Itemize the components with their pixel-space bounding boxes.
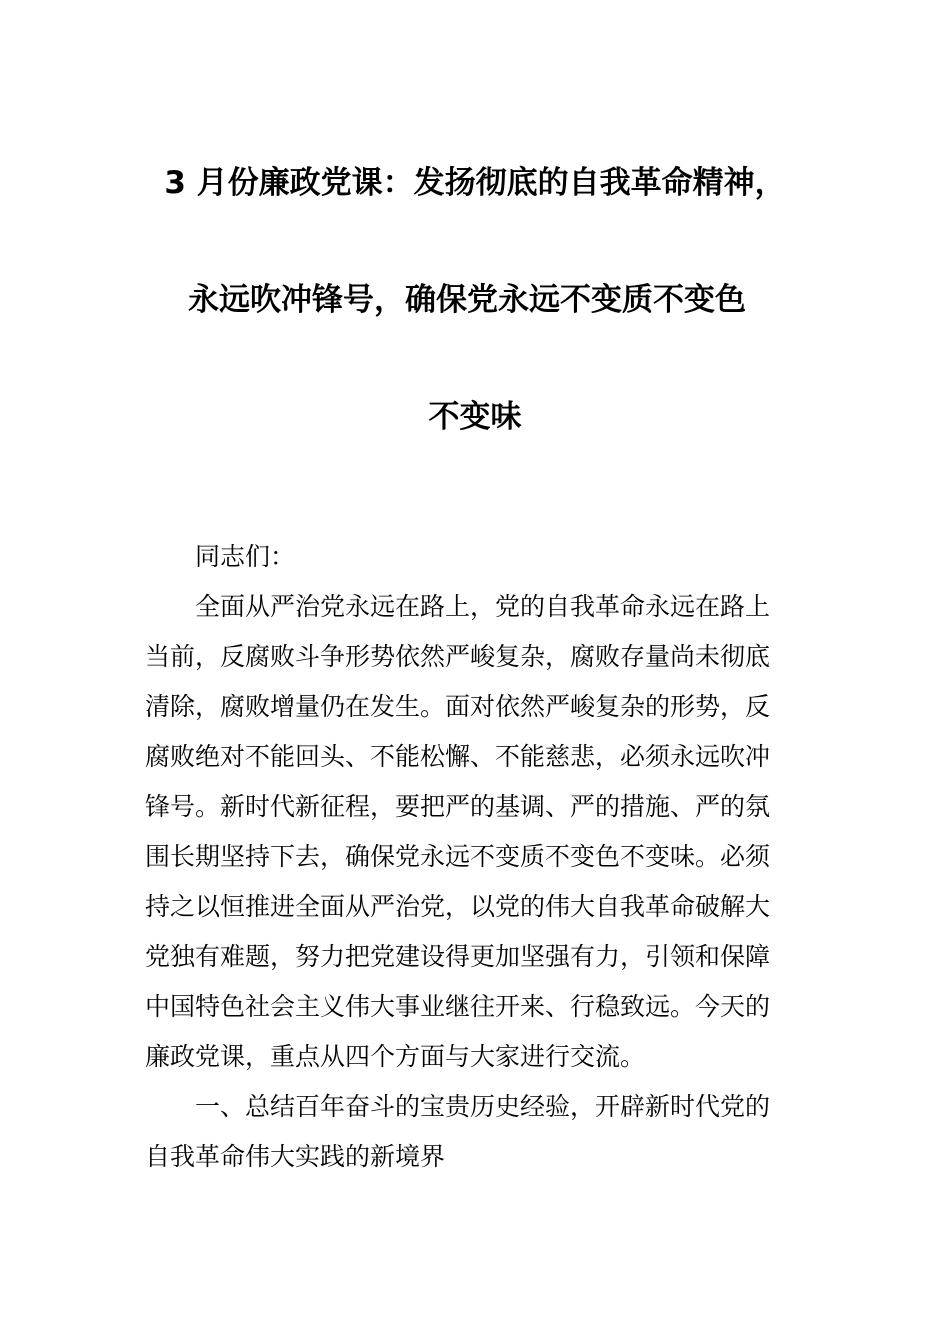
salutation: 同志们：	[195, 542, 296, 571]
paragraph-1-line: 当前，反腐败斗争形势依然严峻复杂，腐败存量尚未彻底	[145, 642, 771, 671]
paragraph-1-line: 中国特色社会主义伟大事业继往开来、行稳致远。今天的	[145, 992, 771, 1021]
paragraph-1-line: 锋号。新时代新征程，要把严的基调、严的措施、严的氛	[145, 792, 771, 821]
section-heading-line: 一、总结百年奋斗的宝贵历史经验，开辟新时代党的	[195, 1092, 771, 1121]
paragraph-1-line: 腐败绝对不能回头、不能松懈、不能慈悲，必须永远吹冲	[145, 742, 771, 771]
title-line-2: 永远吹冲锋号，确保党永远不变质不变色	[188, 282, 746, 318]
paragraph-1-line: 清除，腐败增量仍在发生。面对依然严峻复杂的形势，反	[145, 692, 771, 721]
title-line-1: 3 月份廉政党课：发扬彻底的自我革命精神，	[164, 165, 786, 201]
paragraph-1-line: 党独有难题，努力把党建设得更加坚强有力，引领和保障	[145, 942, 771, 971]
paragraph-1-line: 围长期坚持下去，确保党永远不变质不变色不变味。必须	[145, 842, 771, 871]
paragraph-1-line: 全面从严治党永远在路上，党的自我革命永远在路上	[195, 592, 771, 621]
section-heading-line: 自我革命伟大实践的新境界	[145, 1142, 446, 1171]
paragraph-1-line: 持之以恒推进全面从严治党，以党的伟大自我革命破解大	[145, 892, 771, 921]
paragraph-1-line: 廉政党课，重点从四个方面与大家进行交流。	[145, 1042, 646, 1071]
title-line-3: 不变味	[428, 399, 522, 435]
